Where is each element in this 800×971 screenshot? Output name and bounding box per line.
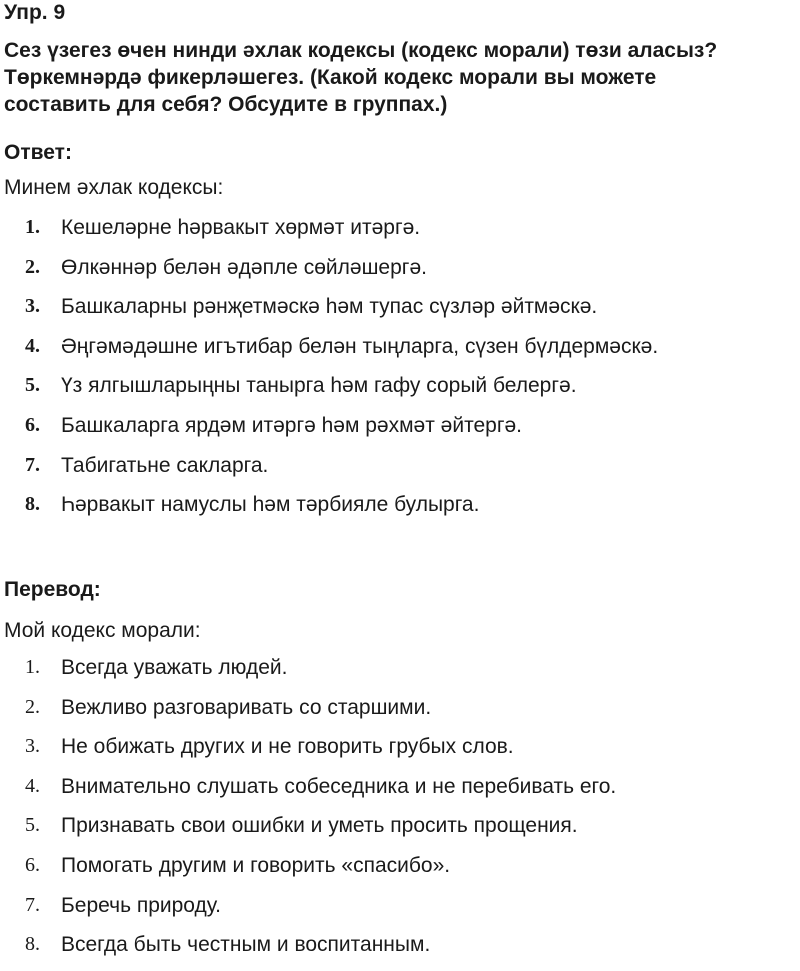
list-item	[0, 694, 800, 734]
question-line: Төркемнәрдә фикерләшегез. (Какой кодекс морали вы можете	[4, 66, 657, 89]
translation-heading: Перевод:	[4, 578, 101, 601]
list-item	[0, 733, 800, 773]
list-item	[0, 333, 800, 373]
item-text: Не обижать других и не говорить грубых слов.	[61, 735, 514, 759]
answer-list	[0, 214, 800, 531]
answer-heading: Ответ:	[4, 141, 72, 164]
item-text: Всегда быть честным и воспитанным.	[61, 933, 431, 957]
item-number: 2.	[25, 255, 40, 278]
question-line: составить для себя? Обсудите в группах.)	[4, 93, 448, 116]
list-item	[0, 452, 800, 492]
question-line: Сез үзегез өчен нинди әхлак кодексы (кодекс морали) төзи аласыз?	[4, 39, 718, 62]
item-text: Всегда уважать людей.	[61, 656, 288, 679]
list-item	[0, 654, 800, 694]
list-item	[0, 214, 800, 254]
item-text: Башкаларны рәнҗетмәскә һәм тупас сүзләр әйтмәскә.	[61, 295, 598, 319]
item-text: Кешеләрне һәрвакыт хөрмәт итәргә.	[61, 216, 421, 239]
item-number: 3.	[25, 295, 40, 318]
item-text: Һәрвакыт намуслы һәм тәрбияле булырга.	[61, 493, 480, 517]
item-text: Башкаларга ярдәм итәргә һәм рәхмәт әйтергә.	[61, 413, 522, 437]
list-item	[0, 931, 800, 971]
item-text: Вежливо разговаривать со старшими.	[61, 695, 432, 719]
item-number: 6.	[25, 413, 40, 436]
item-text: Внимательно слушать собеседника и не перебивать его.	[61, 774, 617, 798]
exercise-question	[4, 37, 800, 118]
item-number: 6.	[25, 853, 40, 876]
item-number: 2.	[25, 695, 40, 718]
item-number: 7.	[25, 893, 40, 916]
item-number: 5.	[25, 374, 40, 397]
translation-list	[0, 654, 800, 971]
item-number: 8.	[25, 493, 40, 516]
answer-intro: Минем әхлак кодексы:	[4, 176, 224, 199]
list-item	[0, 852, 800, 892]
list-item	[0, 491, 800, 531]
item-text: Признавать свои ошибки и уметь просить прощения.	[61, 814, 578, 838]
list-item	[0, 293, 800, 333]
item-number: 5.	[25, 814, 40, 837]
item-number: 1.	[25, 656, 40, 678]
list-item	[0, 254, 800, 294]
list-item	[0, 372, 800, 412]
item-number: 4.	[25, 774, 40, 797]
list-item	[0, 412, 800, 452]
item-number: 4.	[25, 334, 40, 357]
item-text: Өлкәннәр белән әдәпле сөйләшергә.	[61, 255, 427, 279]
item-number: 3.	[25, 735, 40, 758]
item-text: Табигатьне сакларга.	[61, 453, 269, 477]
list-item	[0, 892, 800, 932]
item-text: Беречь природу.	[61, 893, 222, 917]
exercise-title: Упр. 9	[4, 1, 66, 24]
item-text: Үз ялгышларыңны танырга һәм гафу сорый белергә.	[61, 374, 577, 398]
item-text: Әңгәмәдәшне игътибар белән тыңларга, сүзен бүлдермәскә.	[61, 334, 659, 358]
list-item	[0, 812, 800, 852]
item-number: 7.	[25, 453, 40, 476]
item-number: 1.	[25, 216, 40, 238]
item-number: 8.	[25, 933, 40, 956]
list-item	[0, 773, 800, 813]
item-text: Помогать другим и говорить «спасибо».	[61, 853, 451, 877]
translation-intro: Мой кодекс морали:	[4, 619, 201, 642]
